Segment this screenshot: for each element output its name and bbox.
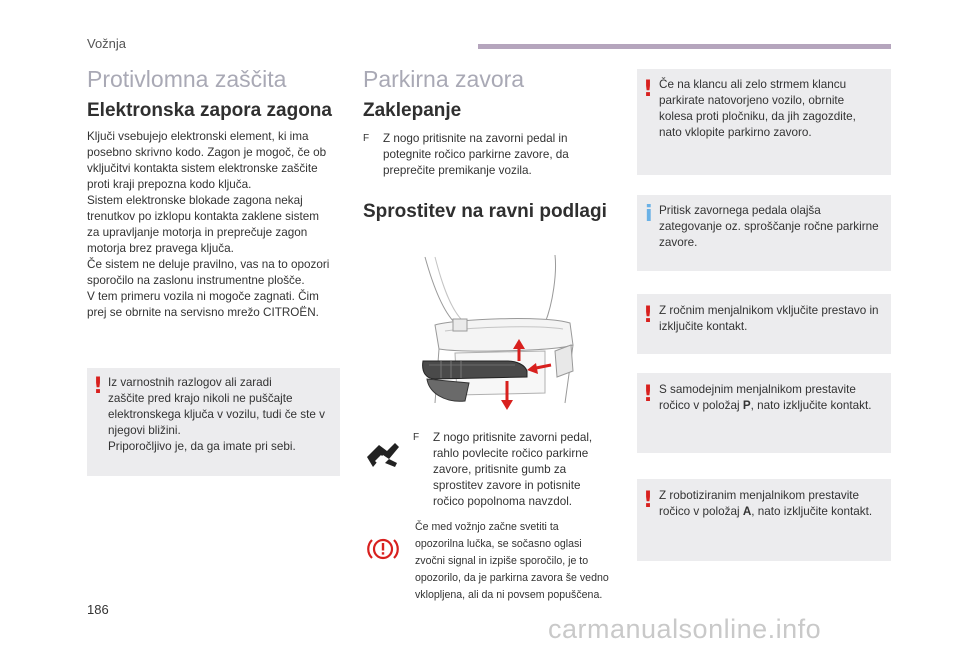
box-text-part: , nato izključite kontakt. xyxy=(751,505,873,518)
warning-box-robotised xyxy=(637,479,891,561)
note-line: Če med vožnjo začne svetiti ta xyxy=(415,521,559,533)
warning-line: Iz varnostnih razlogov ali zaradi xyxy=(108,376,272,389)
box-text-part: , nato izključite kontakt. xyxy=(750,399,872,412)
box-line: Če na klancu ali zelo strmem klancu xyxy=(659,78,847,91)
warning-line: Priporočljivo je, da ga imate pri sebi. xyxy=(108,440,296,453)
note-line: zvočni signal in izpiše sporočilo, je to xyxy=(415,555,589,567)
section-title-antitheft: Protivlomna zaščita xyxy=(87,66,287,92)
chapter-title: Vožnja xyxy=(87,36,127,51)
paragraph-line: Ključi vsebujejo elektronski element, ki ima xyxy=(87,130,309,143)
box-line xyxy=(659,398,889,414)
immobiliser-paragraph xyxy=(87,129,349,321)
note-line: vklopljena, ali da ni povsem popuščena. xyxy=(415,589,603,601)
box-line: zavore. xyxy=(659,236,698,249)
warning-icon: ! xyxy=(643,382,654,407)
chapter-bar xyxy=(478,44,891,49)
paragraph-line: posebno skrivno kodo. Zagon je mogoč, če ob xyxy=(87,146,327,159)
hand-lever-icon xyxy=(365,437,401,471)
warning-box-manual xyxy=(637,294,891,354)
box-line xyxy=(659,504,889,520)
box-text-part: ročico v položaj xyxy=(659,505,743,518)
paragraph-line: proti kraji prepozna kodo ključa. xyxy=(87,178,252,191)
warning-lamp-note xyxy=(415,519,615,604)
warning-box-slope xyxy=(637,69,891,175)
info-icon: i xyxy=(645,202,653,227)
lock-instruction xyxy=(363,131,613,179)
page-number: 186 xyxy=(87,602,109,617)
box-line: zategovanje oz. sproščanje ročne parkirne xyxy=(659,220,879,233)
brake-warning-lamp-icon xyxy=(367,536,399,562)
paragraph-line: V tem primeru vozila ni mogoče zagnati. Čim xyxy=(87,290,319,303)
warning-line: njegovi bližini. xyxy=(108,424,181,437)
paragraph-line: za upravljanje motorja in preprečuje zagon xyxy=(87,226,308,239)
watermark: carmanualsonline.info xyxy=(548,614,822,644)
warning-icon: ! xyxy=(93,374,104,399)
gear-position-label: A xyxy=(742,505,752,518)
bullet-icon: F xyxy=(363,133,370,144)
paragraph-line: prej se obrnite na servisno mrežo CITROËN. xyxy=(87,306,319,319)
instruction-line: rahlo povlecite ročico parkirne xyxy=(433,447,589,460)
paragraph-line: motorja brez pravega ključa. xyxy=(87,242,234,255)
gear-position-label: P xyxy=(742,399,751,412)
warning-line: elektronskega ključa v vozilu, tudi če ste v xyxy=(108,408,325,421)
box-line: parkirate natovorjeno vozilo, obrnite xyxy=(659,94,845,107)
bullet-icon: F xyxy=(413,432,420,443)
info-box-pedal xyxy=(637,195,891,271)
paragraph-line: Sistem elektronske blokade zagona nekaj xyxy=(87,194,303,207)
warning-icon: ! xyxy=(643,303,654,328)
subtitle-locking: Zaklepanje xyxy=(363,100,462,121)
instruction-line: Z nogo pritisnite zavorni pedal, xyxy=(433,431,593,444)
instruction-line: preprečite premikanje vozila. xyxy=(383,164,532,177)
box-line: izključite kontakt. xyxy=(659,320,748,333)
warning-line: zaščite pred krajo nikoli ne puščajte xyxy=(108,392,293,405)
box-line: S samodejnim menjalnikom prestavite xyxy=(659,383,856,396)
parking-brake-illustration xyxy=(395,253,583,413)
subtitle-release-level: Sprostitev na ravni podlagi xyxy=(363,201,607,222)
instruction-line: zavore, pritisnite gumb za xyxy=(433,463,567,476)
warning-box-automatic xyxy=(637,373,891,453)
box-line: Pritisk zavornega pedala olajša xyxy=(659,204,821,217)
note-line: opozorilo, da je parkirna zavora še vedno xyxy=(415,572,609,584)
paragraph-line: vključitvi kontakta sistem elektronske zaščite xyxy=(87,162,318,175)
paragraph-line: sporočilo na zaslonu instrumentne plošče. xyxy=(87,274,305,287)
subtitle-immobiliser: Elektronska zapora zagona xyxy=(87,100,332,121)
release-instruction xyxy=(413,430,613,510)
paragraph-line: trenutkov po izklopu kontakta zaklene sistem xyxy=(87,210,319,223)
box-line: kolesa proti pločniku, da jih zagozdite, xyxy=(659,110,856,123)
instruction-line: sprostitev zavore in potisnite xyxy=(433,479,581,492)
box-line: nato vklopite parkirno zavoro. xyxy=(659,126,812,139)
section-title-parking-brake: Parkirna zavora xyxy=(363,66,525,92)
instruction-line: potegnite ročico parkirne zavore, da xyxy=(383,148,569,161)
warning-box-key xyxy=(87,368,340,476)
instruction-line: ročico popolnoma navzdol. xyxy=(433,495,573,508)
warning-icon: ! xyxy=(643,488,654,513)
paragraph-line: Če sistem ne deluje pravilno, vas na to opozori xyxy=(87,258,330,271)
note-line: opozorilna lučka, se sočasno oglasi xyxy=(415,538,582,550)
instruction-line: Z nogo pritisnite na zavorni pedal in xyxy=(383,132,568,145)
box-line: Z ročnim menjalnikom vključite prestavo in xyxy=(659,304,879,317)
box-line: Z robotiziranim menjalnikom prestavite xyxy=(659,489,860,502)
warning-icon: ! xyxy=(643,77,654,102)
box-text-part: ročico v položaj xyxy=(659,399,743,412)
